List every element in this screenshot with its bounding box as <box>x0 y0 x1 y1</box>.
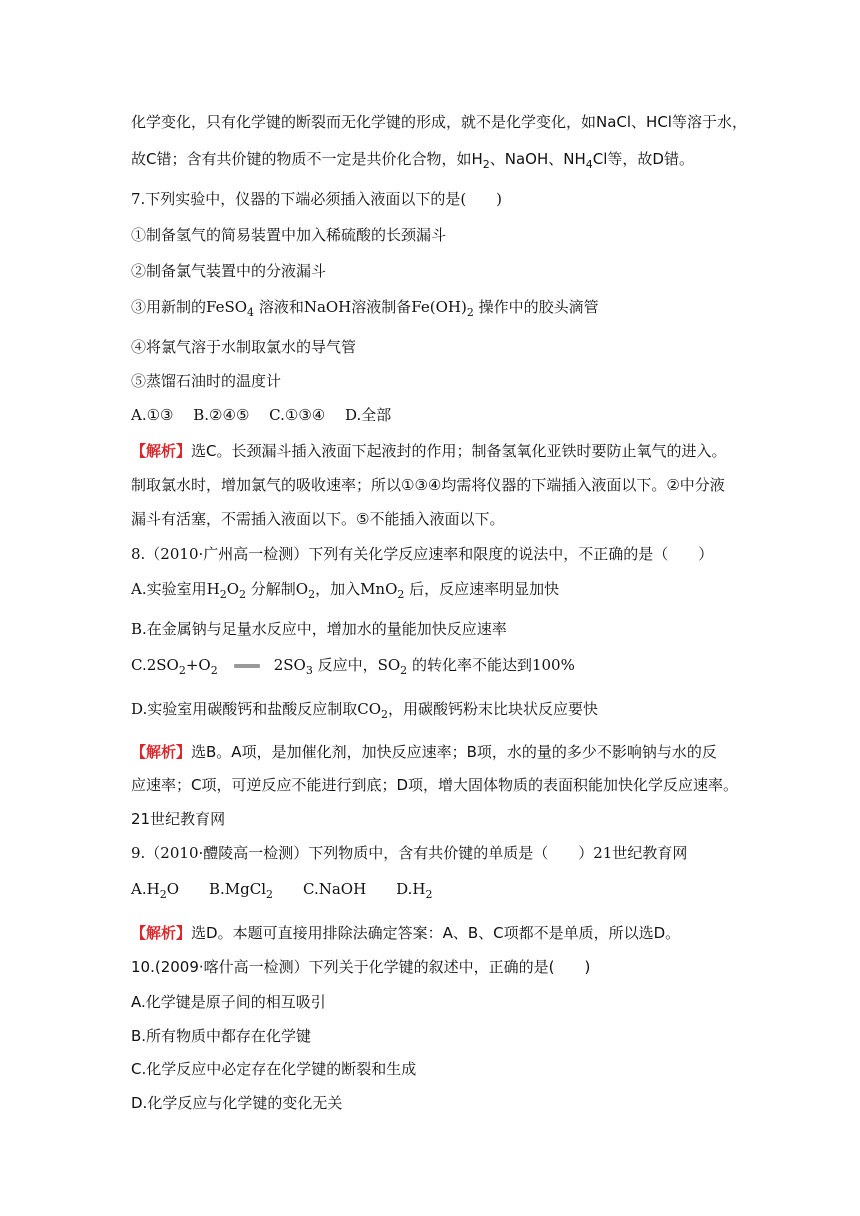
question-10-stem: 10.(2009·喀什高一检测）下列关于化学键的叙述中，正确的是( ) <box>131 958 591 976</box>
option-D: D.化学反应与化学键的变化无关 <box>131 1094 343 1112</box>
analysis-tag: 【解析】 <box>131 442 192 460</box>
analysis-line: 漏斗有活塞，不需插入液面以下。⑤不能插入液面以下。 <box>131 510 505 528</box>
question-8-stem: 8.（2010·广州高一检测）下列有关化学反应速率和限度的说法中，不正确的是（ ） <box>131 545 714 563</box>
option-1: ①制备氢气的简易装置中加入稀硫酸的长颈漏斗 <box>131 226 447 244</box>
answer-choices: $A.H_2O$ B.MgCl$_2$ C.NaOH $D.H_2$ <box>131 880 433 901</box>
option-A: A.实验室用$H_2O_2$ 分解制$O_2$，加入MnO$_2$ 后，反应速率明显加快 <box>131 580 560 601</box>
answer-choices: A.①③ B.②④⑤ C.①③④ D.全部 <box>131 406 392 424</box>
analysis: 【解析】选B。A项，是加催化剂，加快反应速率；B项，水的量的多少不影响钠与水的反 <box>131 743 717 761</box>
option-A: A.化学键是原子间的相互吸引 <box>131 993 326 1011</box>
option-5: ⑤蒸馏石油时的温度计 <box>131 372 282 390</box>
analysis-line: 制取氯水时，增加氯气的吸收速率；所以①③④均需将仪器的下端插入液面以下。②中分液 <box>131 476 725 494</box>
question-7-stem: 7.下列实验中，仪器的下端必须插入液面以下的是( ) <box>131 190 503 208</box>
analysis-line: 应速率；C项，可逆反应不能进行到底；D项，增大固体物质的表面积能加快化学反应速率。 <box>131 776 739 794</box>
option-B: B.在金属钠与足量水反应中，增加水的量能加快反应速率 <box>131 620 507 638</box>
option-B: B.所有物质中都存在化学键 <box>131 1027 312 1045</box>
text-line: 故C错；含有共价键的物质不一定是共价化合物，如$H_2$、NaOH、$NH_4Cl$等，故D错。 <box>131 150 694 171</box>
question-9-stem: 9.（2010·醴陵高一检测）下列物质中，含有共价键的单质是（ ）21世纪教育网 <box>131 844 688 862</box>
option-4: ④将氯气溶于水制取氯水的导气管 <box>131 338 357 356</box>
analysis-tag: 【解析】 <box>131 743 192 761</box>
option-C: $C.2SO_2+O_2$ $2SO_3$ 反应中，$SO_2$ 的转化率不能达到100% <box>131 656 575 677</box>
option-C: C.化学反应中必定存在化学键的断裂和生成 <box>131 1060 417 1078</box>
option-3: ③用新制的FeSO$_4$ 溶液和NaOH溶液制备$Fe(OH)_2$ 操作中的胶头滴管 <box>131 298 599 319</box>
option-D: D.实验室用碳酸钙和盐酸反应制取$CO_2$，用碳酸钙粉末比块状反应要快 <box>131 700 599 721</box>
analysis-line: 21世纪教育网 <box>131 810 226 828</box>
reversible-arrow-icon <box>234 664 260 668</box>
text-line: 化学变化，只有化学键的断裂而无化学键的形成，就不是化学变化，如NaCl、HCl等溶于水， <box>131 113 747 131</box>
option-2: ②制备氯气装置中的分液漏斗 <box>131 262 327 280</box>
analysis-tag: 【解析】 <box>131 924 192 942</box>
analysis: 【解析】选C。长颈漏斗插入液面下起液封的作用；制备氢氧化亚铁时要防止氧气的进入。 <box>131 442 727 460</box>
analysis: 【解析】选D。本题可直接用排除法确定答案：A、B、C项都不是单质，所以选D。 <box>131 924 681 942</box>
